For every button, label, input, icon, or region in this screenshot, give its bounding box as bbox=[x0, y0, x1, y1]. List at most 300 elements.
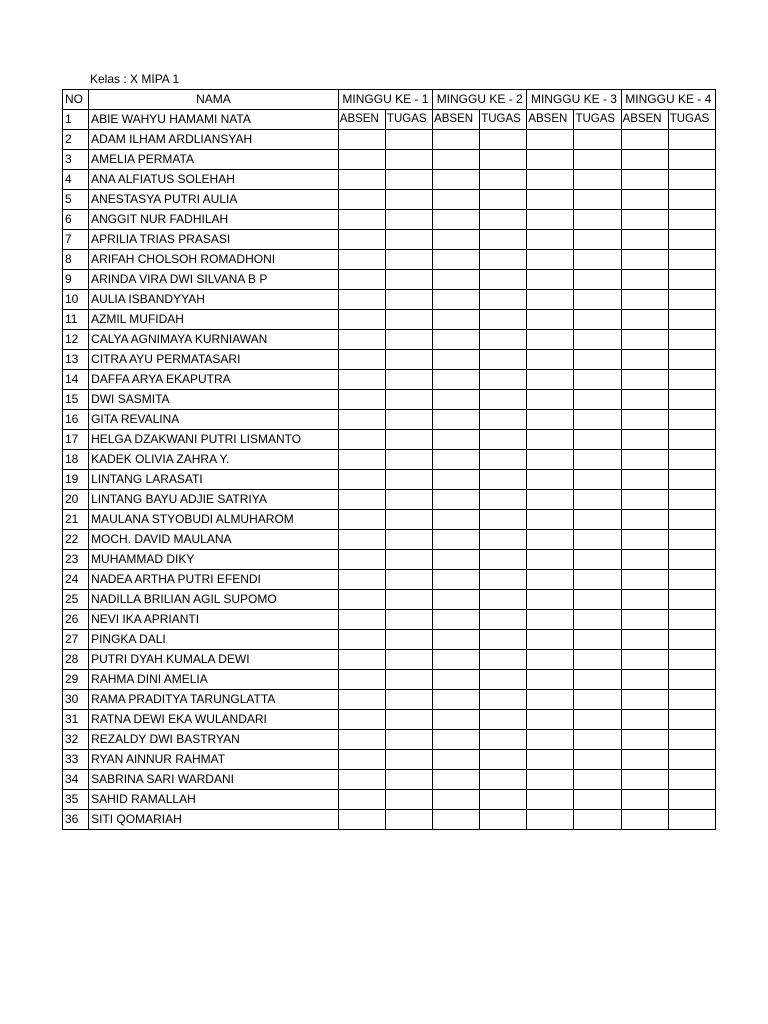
cell-tugas bbox=[385, 710, 432, 730]
student-name: ARIFAH CHOLSOH ROMADHONI bbox=[89, 250, 339, 270]
cell-tugas bbox=[385, 230, 432, 250]
cell-tugas bbox=[574, 730, 621, 750]
cell-absen bbox=[433, 190, 480, 210]
table-row bbox=[63, 130, 716, 150]
table-row bbox=[63, 610, 716, 630]
cell-absen bbox=[338, 330, 385, 350]
cell-absen bbox=[527, 330, 574, 350]
cell-absen bbox=[338, 170, 385, 190]
cell-absen bbox=[621, 730, 668, 750]
row-number: 33 bbox=[63, 750, 89, 770]
table-row bbox=[63, 510, 716, 530]
student-name: AULIA ISBANDYYAH bbox=[89, 290, 339, 310]
cell-tugas bbox=[668, 370, 715, 390]
cell-absen bbox=[621, 150, 668, 170]
cell-tugas bbox=[574, 790, 621, 810]
cell-absen bbox=[621, 290, 668, 310]
row-number: 26 bbox=[63, 610, 89, 630]
cell-absen bbox=[621, 490, 668, 510]
cell-tugas bbox=[480, 590, 527, 610]
cell-tugas bbox=[480, 330, 527, 350]
row-number: 30 bbox=[63, 690, 89, 710]
cell-absen bbox=[621, 330, 668, 350]
cell-absen bbox=[338, 270, 385, 290]
cell-absen bbox=[433, 450, 480, 470]
cell-tugas bbox=[574, 530, 621, 550]
cell-tugas bbox=[385, 330, 432, 350]
cell-absen bbox=[338, 390, 385, 410]
cell-tugas bbox=[480, 730, 527, 750]
cell-absen bbox=[338, 810, 385, 830]
subheader-absen: ABSEN bbox=[621, 110, 668, 130]
cell-tugas bbox=[385, 550, 432, 570]
cell-absen bbox=[621, 670, 668, 690]
cell-absen bbox=[527, 770, 574, 790]
table-row bbox=[63, 770, 716, 790]
cell-absen bbox=[433, 770, 480, 790]
cell-absen bbox=[433, 690, 480, 710]
cell-tugas bbox=[385, 270, 432, 290]
cell-tugas bbox=[574, 450, 621, 470]
cell-tugas bbox=[385, 490, 432, 510]
cell-absen bbox=[527, 250, 574, 270]
student-name: HELGA DZAKWANI PUTRI LISMANTO bbox=[89, 430, 339, 450]
cell-absen bbox=[527, 130, 574, 150]
subheader-absen: ABSEN bbox=[338, 110, 385, 130]
cell-absen bbox=[621, 750, 668, 770]
cell-absen bbox=[433, 290, 480, 310]
cell-absen bbox=[527, 510, 574, 530]
cell-absen bbox=[527, 370, 574, 390]
cell-absen bbox=[338, 450, 385, 470]
cell-absen bbox=[621, 310, 668, 330]
cell-absen bbox=[338, 210, 385, 230]
table-row bbox=[63, 810, 716, 830]
cell-absen bbox=[338, 190, 385, 210]
row-number: 12 bbox=[63, 330, 89, 350]
table-row bbox=[63, 690, 716, 710]
table-row bbox=[63, 650, 716, 670]
cell-tugas bbox=[385, 410, 432, 430]
cell-absen bbox=[527, 750, 574, 770]
student-name: KADEK OLIVIA ZAHRA Y. bbox=[89, 450, 339, 470]
cell-absen bbox=[527, 690, 574, 710]
row-number: 9 bbox=[63, 270, 89, 290]
row-number: 35 bbox=[63, 790, 89, 810]
header-no: NO bbox=[63, 90, 89, 110]
row-number: 3 bbox=[63, 150, 89, 170]
row-number: 29 bbox=[63, 670, 89, 690]
table-row bbox=[63, 270, 716, 290]
student-name: AMELIA PERMATA bbox=[89, 150, 339, 170]
student-name: PINGKA DALI bbox=[89, 630, 339, 650]
cell-tugas bbox=[668, 570, 715, 590]
cell-tugas bbox=[574, 330, 621, 350]
cell-absen bbox=[433, 710, 480, 730]
cell-tugas bbox=[668, 150, 715, 170]
table-row bbox=[63, 210, 716, 230]
cell-absen bbox=[433, 590, 480, 610]
cell-absen bbox=[621, 790, 668, 810]
cell-tugas bbox=[385, 350, 432, 370]
cell-absen bbox=[527, 450, 574, 470]
cell-absen bbox=[338, 310, 385, 330]
cell-absen bbox=[527, 290, 574, 310]
student-name: LINTANG BAYU ADJIE SATRIYA bbox=[89, 490, 339, 510]
subheader-tugas: TUGAS bbox=[385, 110, 432, 130]
cell-tugas bbox=[480, 670, 527, 690]
cell-absen bbox=[433, 270, 480, 290]
cell-tugas bbox=[574, 290, 621, 310]
cell-tugas bbox=[574, 690, 621, 710]
student-name: MUHAMMAD DIKY bbox=[89, 550, 339, 570]
student-name: LINTANG LARASATI bbox=[89, 470, 339, 490]
table-row bbox=[63, 250, 716, 270]
cell-tugas bbox=[480, 510, 527, 530]
cell-tugas bbox=[480, 770, 527, 790]
cell-tugas bbox=[480, 230, 527, 250]
cell-absen bbox=[527, 310, 574, 330]
student-name: RAMA PRADITYA TARUNGLATTA bbox=[89, 690, 339, 710]
cell-absen bbox=[433, 170, 480, 190]
cell-absen bbox=[338, 150, 385, 170]
cell-absen bbox=[527, 790, 574, 810]
cell-absen bbox=[527, 190, 574, 210]
cell-tugas bbox=[385, 290, 432, 310]
subheader-tugas: TUGAS bbox=[668, 110, 715, 130]
cell-absen bbox=[621, 190, 668, 210]
table-row bbox=[63, 550, 716, 570]
row-number: 23 bbox=[63, 550, 89, 570]
table-row bbox=[63, 630, 716, 650]
row-number: 5 bbox=[63, 190, 89, 210]
cell-tugas bbox=[668, 330, 715, 350]
cell-tugas bbox=[480, 410, 527, 430]
cell-tugas bbox=[480, 570, 527, 590]
cell-absen bbox=[621, 370, 668, 390]
cell-absen bbox=[527, 630, 574, 650]
cell-absen bbox=[527, 550, 574, 570]
cell-tugas bbox=[668, 190, 715, 210]
table-row bbox=[63, 730, 716, 750]
cell-tugas bbox=[668, 510, 715, 530]
cell-tugas bbox=[668, 170, 715, 190]
row-number: 28 bbox=[63, 650, 89, 670]
student-name: ABIE WAHYU HAMAMI NATA bbox=[89, 110, 339, 130]
cell-tugas bbox=[668, 350, 715, 370]
student-name: SAHID RAMALLAH bbox=[89, 790, 339, 810]
cell-absen bbox=[338, 250, 385, 270]
cell-tugas bbox=[385, 310, 432, 330]
roster-table bbox=[62, 89, 716, 830]
cell-tugas bbox=[574, 230, 621, 250]
cell-absen bbox=[527, 610, 574, 630]
cell-absen bbox=[621, 530, 668, 550]
cell-absen bbox=[338, 230, 385, 250]
cell-tugas bbox=[480, 710, 527, 730]
cell-absen bbox=[338, 770, 385, 790]
cell-absen bbox=[433, 150, 480, 170]
row-number: 10 bbox=[63, 290, 89, 310]
table-row bbox=[63, 330, 716, 350]
cell-tugas bbox=[385, 610, 432, 630]
cell-absen bbox=[527, 650, 574, 670]
cell-tugas bbox=[480, 130, 527, 150]
row-number: 17 bbox=[63, 430, 89, 450]
cell-absen bbox=[527, 170, 574, 190]
table-row bbox=[63, 290, 716, 310]
cell-tugas bbox=[668, 730, 715, 750]
cell-absen bbox=[527, 530, 574, 550]
cell-tugas bbox=[668, 650, 715, 670]
table-row bbox=[63, 670, 716, 690]
student-name: GITA REVALINA bbox=[89, 410, 339, 430]
cell-tugas bbox=[574, 770, 621, 790]
cell-absen bbox=[433, 530, 480, 550]
cell-tugas bbox=[480, 310, 527, 330]
table-row bbox=[63, 370, 716, 390]
header-week: MINGGU KE - 2 bbox=[433, 90, 527, 110]
student-name: NADEA ARTHA PUTRI EFENDI bbox=[89, 570, 339, 590]
cell-tugas bbox=[480, 150, 527, 170]
cell-absen bbox=[621, 130, 668, 150]
cell-tugas bbox=[574, 270, 621, 290]
cell-absen bbox=[338, 750, 385, 770]
cell-absen bbox=[621, 590, 668, 610]
header-week: MINGGU KE - 4 bbox=[621, 90, 715, 110]
subheader-tugas: TUGAS bbox=[480, 110, 527, 130]
cell-tugas bbox=[574, 490, 621, 510]
cell-tugas bbox=[574, 610, 621, 630]
cell-absen bbox=[338, 710, 385, 730]
cell-tugas bbox=[668, 410, 715, 430]
cell-absen bbox=[433, 490, 480, 510]
student-name: APRILIA TRIAS PRASASI bbox=[89, 230, 339, 250]
cell-tugas bbox=[480, 210, 527, 230]
cell-absen bbox=[433, 410, 480, 430]
cell-absen bbox=[338, 430, 385, 450]
cell-tugas bbox=[480, 470, 527, 490]
header-row bbox=[63, 90, 716, 110]
cell-tugas bbox=[385, 450, 432, 470]
cell-tugas bbox=[668, 210, 715, 230]
row-number: 14 bbox=[63, 370, 89, 390]
cell-tugas bbox=[385, 530, 432, 550]
cell-tugas bbox=[480, 810, 527, 830]
cell-tugas bbox=[668, 810, 715, 830]
student-name: ARINDA VIRA DWI SILVANA B P bbox=[89, 270, 339, 290]
row-number: 20 bbox=[63, 490, 89, 510]
table-row bbox=[63, 750, 716, 770]
cell-absen bbox=[527, 350, 574, 370]
cell-absen bbox=[621, 650, 668, 670]
student-name: MAULANA STYOBUDI ALMUHAROM bbox=[89, 510, 339, 530]
header-name: NAMA bbox=[89, 90, 339, 110]
cell-absen bbox=[433, 210, 480, 230]
cell-absen bbox=[338, 490, 385, 510]
cell-absen bbox=[433, 730, 480, 750]
cell-absen bbox=[621, 610, 668, 630]
student-name: NEVI IKA APRIANTI bbox=[89, 610, 339, 630]
cell-tugas bbox=[385, 590, 432, 610]
cell-absen bbox=[433, 130, 480, 150]
cell-tugas bbox=[480, 690, 527, 710]
cell-absen bbox=[527, 710, 574, 730]
cell-tugas bbox=[668, 630, 715, 650]
cell-tugas bbox=[385, 370, 432, 390]
cell-tugas bbox=[385, 250, 432, 270]
cell-tugas bbox=[574, 430, 621, 450]
cell-tugas bbox=[668, 590, 715, 610]
cell-tugas bbox=[480, 270, 527, 290]
cell-tugas bbox=[668, 750, 715, 770]
cell-absen bbox=[433, 550, 480, 570]
table-row bbox=[63, 430, 716, 450]
cell-tugas bbox=[668, 490, 715, 510]
cell-tugas bbox=[574, 550, 621, 570]
cell-tugas bbox=[668, 390, 715, 410]
cell-absen bbox=[621, 510, 668, 530]
cell-absen bbox=[621, 630, 668, 650]
cell-tugas bbox=[480, 290, 527, 310]
cell-absen bbox=[621, 470, 668, 490]
table-row bbox=[63, 170, 716, 190]
cell-tugas bbox=[480, 610, 527, 630]
cell-absen bbox=[433, 470, 480, 490]
cell-absen bbox=[621, 450, 668, 470]
cell-absen bbox=[621, 710, 668, 730]
cell-tugas bbox=[668, 670, 715, 690]
row-number: 16 bbox=[63, 410, 89, 430]
cell-tugas bbox=[385, 150, 432, 170]
student-name: ANGGIT NUR FADHILAH bbox=[89, 210, 339, 230]
cell-absen bbox=[527, 430, 574, 450]
cell-absen bbox=[527, 270, 574, 290]
cell-absen bbox=[338, 590, 385, 610]
row-number: 34 bbox=[63, 770, 89, 790]
cell-tugas bbox=[480, 790, 527, 810]
cell-tugas bbox=[480, 350, 527, 370]
row-number: 11 bbox=[63, 310, 89, 330]
cell-tugas bbox=[480, 630, 527, 650]
table-row bbox=[63, 590, 716, 610]
cell-absen bbox=[621, 170, 668, 190]
cell-tugas bbox=[385, 390, 432, 410]
cell-tugas bbox=[574, 370, 621, 390]
cell-absen bbox=[433, 610, 480, 630]
cell-absen bbox=[621, 230, 668, 250]
cell-absen bbox=[433, 330, 480, 350]
cell-absen bbox=[338, 790, 385, 810]
cell-tugas bbox=[385, 650, 432, 670]
cell-tugas bbox=[385, 810, 432, 830]
table-row bbox=[63, 490, 716, 510]
cell-absen bbox=[621, 350, 668, 370]
cell-absen bbox=[527, 390, 574, 410]
cell-absen bbox=[338, 670, 385, 690]
student-name: DAFFA ARYA EKAPUTRA bbox=[89, 370, 339, 390]
cell-tugas bbox=[385, 170, 432, 190]
row-number: 19 bbox=[63, 470, 89, 490]
subheader-absen: ABSEN bbox=[433, 110, 480, 130]
table-row bbox=[63, 310, 716, 330]
cell-absen bbox=[433, 650, 480, 670]
cell-absen bbox=[621, 570, 668, 590]
cell-tugas bbox=[385, 130, 432, 150]
student-name: NADILLA BRILIAN AGIL SUPOMO bbox=[89, 590, 339, 610]
cell-absen bbox=[527, 590, 574, 610]
cell-tugas bbox=[480, 170, 527, 190]
cell-tugas bbox=[480, 450, 527, 470]
cell-absen bbox=[338, 350, 385, 370]
cell-absen bbox=[527, 670, 574, 690]
cell-tugas bbox=[668, 250, 715, 270]
cell-absen bbox=[621, 550, 668, 570]
table-row bbox=[63, 790, 716, 810]
cell-tugas bbox=[385, 510, 432, 530]
cell-tugas bbox=[668, 530, 715, 550]
subheader-tugas: TUGAS bbox=[574, 110, 621, 130]
cell-absen bbox=[527, 230, 574, 250]
row-number: 18 bbox=[63, 450, 89, 470]
class-label: Kelas : X MIPA 1 bbox=[90, 72, 180, 86]
cell-tugas bbox=[480, 530, 527, 550]
cell-tugas bbox=[574, 310, 621, 330]
cell-absen bbox=[621, 270, 668, 290]
cell-tugas bbox=[668, 450, 715, 470]
cell-absen bbox=[433, 430, 480, 450]
cell-tugas bbox=[668, 610, 715, 630]
cell-absen bbox=[338, 370, 385, 390]
cell-tugas bbox=[574, 170, 621, 190]
cell-tugas bbox=[574, 470, 621, 490]
cell-absen bbox=[433, 570, 480, 590]
row-number: 8 bbox=[63, 250, 89, 270]
row-number: 27 bbox=[63, 630, 89, 650]
cell-tugas bbox=[574, 130, 621, 150]
cell-tugas bbox=[574, 390, 621, 410]
cell-absen bbox=[338, 530, 385, 550]
cell-tugas bbox=[480, 370, 527, 390]
cell-absen bbox=[338, 410, 385, 430]
student-name: AZMIL MUFIDAH bbox=[89, 310, 339, 330]
cell-absen bbox=[338, 730, 385, 750]
cell-absen bbox=[527, 730, 574, 750]
cell-absen bbox=[338, 470, 385, 490]
row-number: 22 bbox=[63, 530, 89, 550]
student-name: SABRINA SARI WARDANI bbox=[89, 770, 339, 790]
cell-absen bbox=[433, 510, 480, 530]
cell-tugas bbox=[385, 730, 432, 750]
cell-tugas bbox=[668, 290, 715, 310]
cell-tugas bbox=[480, 650, 527, 670]
cell-absen bbox=[621, 770, 668, 790]
row-number: 4 bbox=[63, 170, 89, 190]
row-number: 36 bbox=[63, 810, 89, 830]
cell-tugas bbox=[668, 270, 715, 290]
cell-absen bbox=[433, 670, 480, 690]
cell-tugas bbox=[480, 250, 527, 270]
table-row bbox=[63, 150, 716, 170]
cell-tugas bbox=[480, 430, 527, 450]
row-number: 1 bbox=[63, 110, 89, 130]
cell-absen bbox=[621, 810, 668, 830]
cell-tugas bbox=[574, 250, 621, 270]
cell-absen bbox=[433, 790, 480, 810]
table-row bbox=[63, 230, 716, 250]
cell-tugas bbox=[385, 210, 432, 230]
table-row bbox=[63, 110, 716, 130]
